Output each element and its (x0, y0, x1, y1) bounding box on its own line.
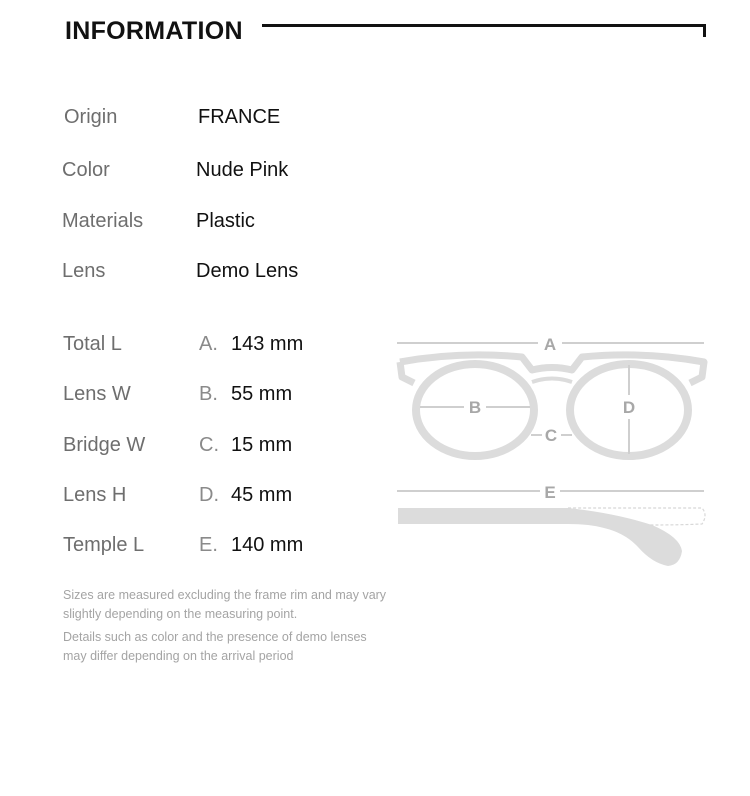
lens-value: Demo Lens (196, 260, 299, 282)
color-label: Color (62, 159, 110, 181)
lens-height-letter: D. (199, 484, 219, 506)
title-divider-tick (703, 24, 706, 37)
lens-width-value: 55 mm (231, 383, 293, 405)
temple-length-label: Temple L (63, 534, 145, 556)
materials-value: Plastic (196, 210, 255, 232)
origin-label: Origin (64, 106, 118, 128)
materials-label: Materials (62, 210, 144, 232)
temple-length-dimension (397, 483, 704, 502)
measurement-note: Sizes are measured excluding the frame rim and may vary slightly depending on the measuring point. (63, 588, 387, 621)
total-length-value: 143 mm (231, 333, 304, 355)
details-note: Details such as color and the presence of demo lenses may differ depending on the arrival period (63, 630, 367, 663)
total-length-letter: A. (199, 333, 218, 355)
dimension-letter-d: D (622, 398, 636, 417)
bridge-width-dimension (531, 426, 572, 445)
total-length-dimension (397, 335, 704, 354)
color-value: Nude Pink (196, 159, 289, 181)
section-title: INFORMATION (65, 17, 243, 45)
bridge-width-label: Bridge W (63, 434, 146, 456)
lens-height-dimension (623, 365, 635, 454)
glasses-size-diagram (390, 325, 720, 575)
lens-width-dimension (420, 398, 530, 417)
lens-height-value: 45 mm (231, 484, 293, 506)
lens-height-label: Lens H (63, 484, 127, 506)
lens-width-label: Lens W (63, 383, 131, 405)
title-divider-line (262, 24, 706, 27)
bridge-width-letter: C. (199, 434, 219, 456)
dimension-letter-a: A (543, 335, 557, 354)
total-length-label: Total L (63, 333, 122, 355)
lens-width-letter: B. (199, 383, 218, 405)
dimension-letter-e: E (544, 483, 556, 502)
temple-length-value: 140 mm (231, 534, 304, 556)
dimension-letter-c: C (544, 426, 558, 445)
glasses-temple-side-view (398, 508, 705, 566)
lens-label: Lens (62, 260, 106, 282)
temple-length-letter: E. (199, 534, 218, 556)
bridge-width-value: 15 mm (231, 434, 293, 456)
origin-value: FRANCE (198, 106, 281, 128)
dimension-letter-b: B (468, 398, 482, 417)
